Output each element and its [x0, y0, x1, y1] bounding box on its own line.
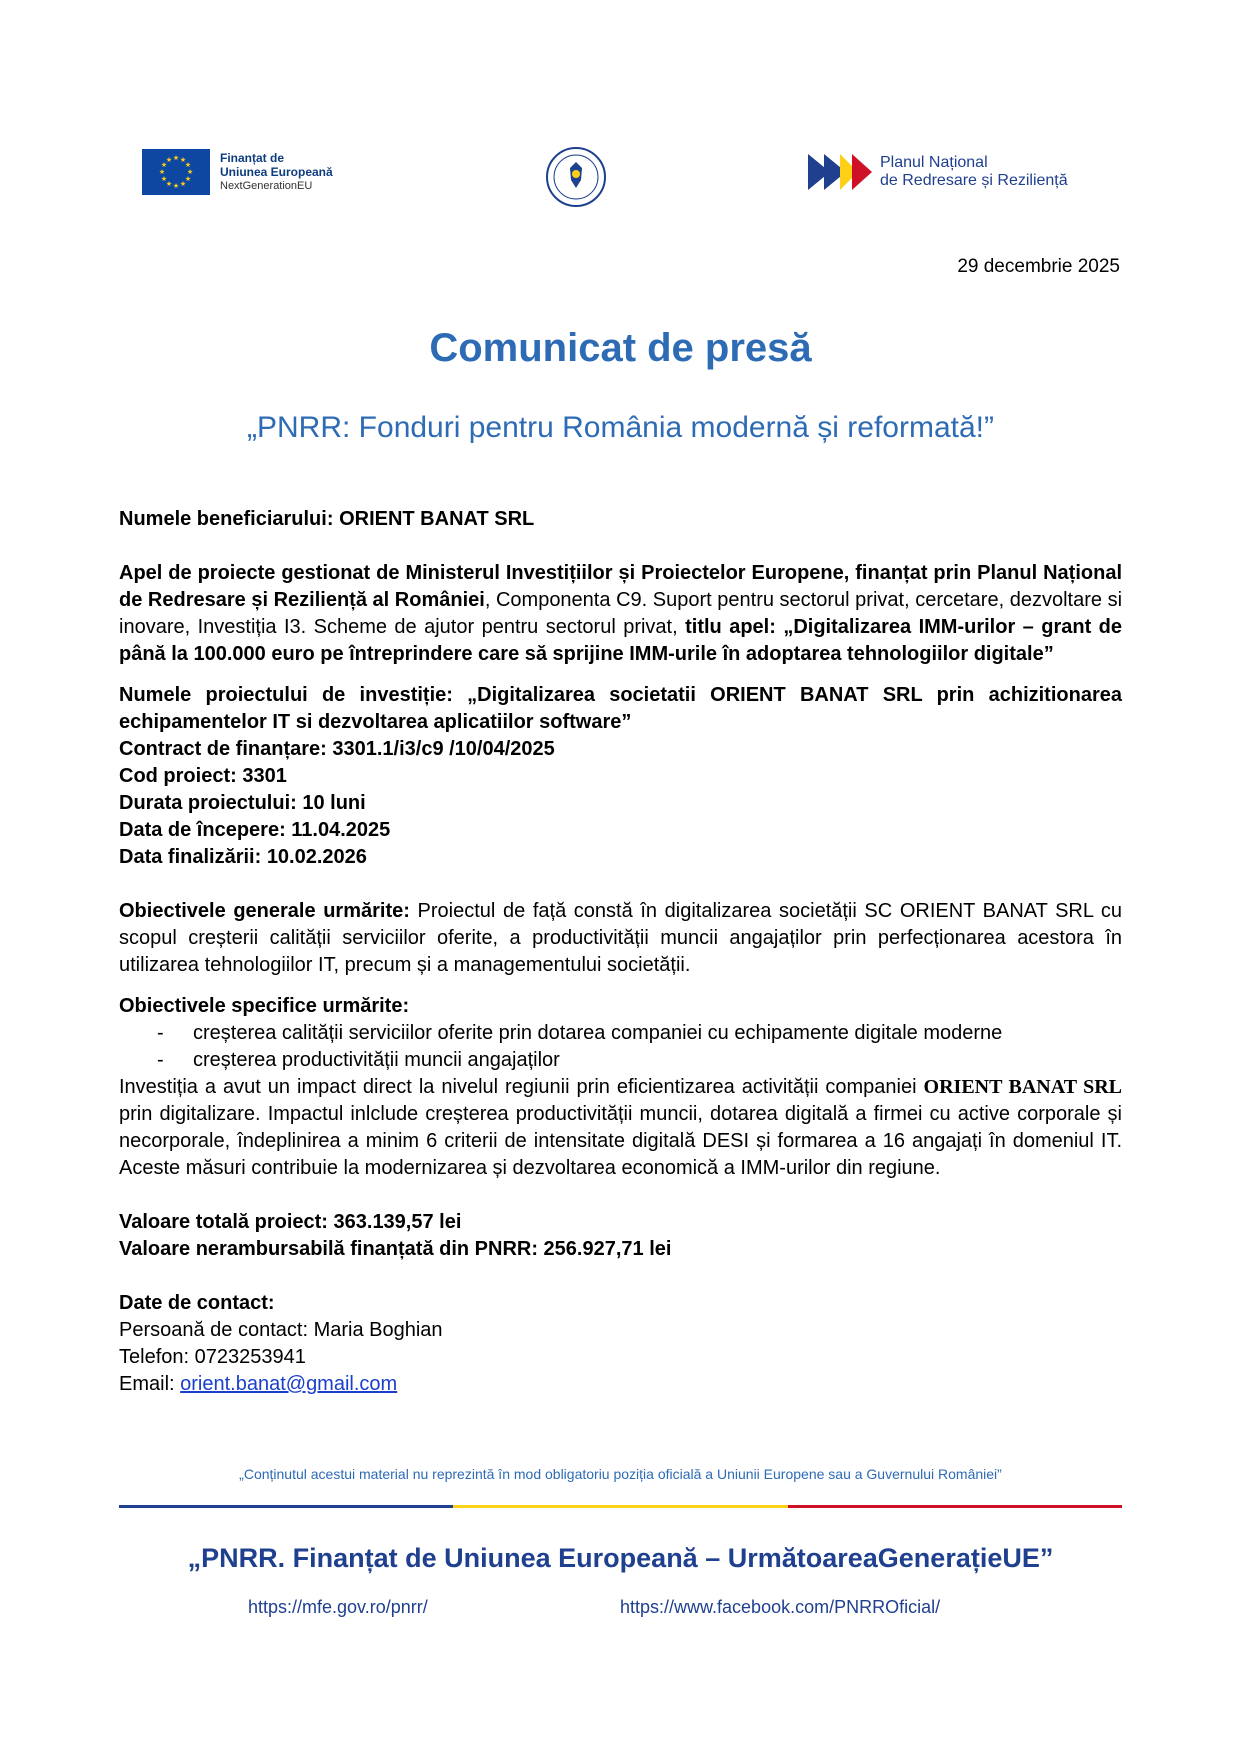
eu-funding-text — [220, 151, 333, 193]
svg-text:★: ★ — [160, 175, 168, 183]
footer-disclaimer: „Conținutul acestui material nu reprezintă în mod obligatoriu poziția oficială a Uniunii Europene sau a Guvernului României” — [239, 1466, 1002, 1482]
list-item — [119, 1047, 1122, 1074]
call-paragraph — [119, 560, 1122, 668]
svg-text:★: ★ — [158, 168, 166, 176]
specific-objectives-list — [119, 1020, 1122, 1074]
pnrr-line2: de Redresare și Reziliență — [880, 172, 1068, 189]
svg-text:★: ★ — [165, 156, 173, 164]
grant-value: Valoare nerambursabilă finanțată din PNRR: 256.927,71 lei — [119, 1238, 672, 1260]
total-value: Valoare totală proiect: 363.139,57 lei — [119, 1211, 462, 1233]
svg-text:★: ★ — [184, 161, 192, 169]
contact-phone: Telefon: 0723253941 — [119, 1346, 306, 1368]
eu-line1: Finanțat de — [220, 151, 285, 165]
impact-text-b: prin digitalizare. Impactul inlclude creșterea productivității muncii, dotarea digitală a firmei cu active corporale și necorporale, îndeplinirea a minim 6 criterii de intensitate digitală DESI și formarea a 16 angajați în domeniul IT. Aceste măsuri contribuie la modernizarea și dezvoltarea economică a IMM-urilor din regiune. — [119, 1103, 1122, 1179]
specific-objective-1: creșterea calității serviciilor oferite prin dotarea companiei cu echipamente digitale moderne — [193, 1022, 1003, 1044]
beneficiary-line — [119, 506, 1122, 533]
page-subtitle: „PNRR: Fonduri pentru România modernă și reformată!” — [247, 411, 994, 444]
call-part3: titlu apel: „Digitalizarea IMM-urilor – grant de până la 100.000 euro pe întreprindere care să sprijine IMM-urile în adoptarea tehnologiilor digitale” — [119, 616, 1123, 665]
svg-text:★: ★ — [172, 182, 180, 190]
svg-text:★: ★ — [186, 168, 194, 176]
pnrr-text — [880, 154, 1068, 190]
impact-company: ORIENT BANAT SRL — [923, 1076, 1123, 1098]
contact-heading: Date de contact: — [119, 1292, 275, 1314]
project-start-date: Data de începere: 11.04.2025 — [119, 819, 391, 841]
impact-paragraph — [119, 1074, 1122, 1182]
call-part1: Apel de proiecte gestionat de Ministerul Investițiilor și Proiectelor Europene, finanțat prin Planul Național de Redresare și Reziliență al României — [119, 562, 1122, 611]
project-code: Cod proiect: 3301 — [119, 765, 287, 787]
pnrr-arrows-icon — [808, 152, 874, 192]
contact-email-link[interactable]: orient.banat@gmail.com — [180, 1373, 398, 1395]
project-duration: Durata proiectului: 10 luni — [119, 792, 366, 814]
project-contract: Contract de finanțare: 3301.1/i3/c9 /10/04/2025 — [119, 738, 555, 760]
eu-flag-icon — [142, 149, 210, 195]
contact-person: Persoană de contact: Maria Boghian — [119, 1319, 443, 1341]
general-objectives-label: Obiectivele generale urmărite: — [119, 900, 410, 922]
beneficiary-value: ORIENT BANAT SRL — [339, 508, 535, 530]
svg-text:★: ★ — [172, 154, 180, 162]
call-part2: , Componenta C9. Suport pentru sectorul privat, cercetare, dezvoltare si inovare, Investiția I3. Scheme de ajutor pentru sectorul privat, — [119, 589, 1123, 638]
project-name: Numele proiectului de investiție: „Digitalizarea societatii ORIENT BANAT SRL prin achizitionarea echipamentelor IT si dezvoltarea aplicatiilor software” — [119, 684, 1122, 733]
pnrr-logo — [808, 152, 1068, 192]
footer-link-facebook[interactable]: https://www.facebook.com/PNRROficial/ — [620, 1597, 941, 1617]
footer-link-mfe[interactable]: https://mfe.gov.ro/pnrr/ — [248, 1597, 428, 1617]
pnrr-line1: Planul Național — [880, 154, 988, 171]
list-item — [119, 1020, 1122, 1047]
svg-text:★: ★ — [179, 180, 187, 188]
press-release-date: 29 decembrie 2025 — [957, 256, 1120, 277]
romanian-government-seal-icon — [545, 146, 607, 208]
eu-line3: NextGenerationEU — [220, 180, 313, 192]
svg-text:★: ★ — [160, 161, 168, 169]
svg-text:★: ★ — [184, 175, 192, 183]
general-objectives-text: Proiectul de față constă în digitalizarea societății SC ORIENT BANAT SRL cu scopul creșterii calității serviciilor oferite, a productivității muncii angajaților prin perfecționarea acestora în utilizarea tehnologiilor IT, precum și a managementului societății. — [119, 900, 1123, 976]
footer-tricolor-rule — [119, 1505, 1122, 1508]
svg-text:★: ★ — [165, 180, 173, 188]
footer-slogan: „PNRR. Finanțat de Uniunea Europeană – UrmătoareaGenerațieUE” — [187, 1543, 1054, 1573]
press-release-body — [119, 506, 1122, 1398]
contact-email-label: Email: — [119, 1373, 181, 1395]
general-objectives — [119, 898, 1122, 979]
specific-objective-2: creșterea productivității muncii angajaților — [193, 1049, 560, 1071]
svg-text:★: ★ — [179, 156, 187, 164]
eu-funding-logo — [142, 149, 333, 195]
beneficiary-label: Numele beneficiarului: — [119, 508, 334, 530]
project-end-date: Data finalizării: 10.02.2026 — [119, 846, 367, 868]
eu-line2: Uniunea Europeană — [220, 165, 333, 179]
page-title: Comunicat de presă — [429, 326, 812, 370]
contact-email-line — [119, 1371, 1122, 1398]
impact-text-a: Investiția a avut un impact direct la nivelul regiunii prin eficientizarea activității companiei — [119, 1076, 924, 1098]
specific-objectives-label: Obiectivele specifice urmărite: — [119, 995, 410, 1017]
